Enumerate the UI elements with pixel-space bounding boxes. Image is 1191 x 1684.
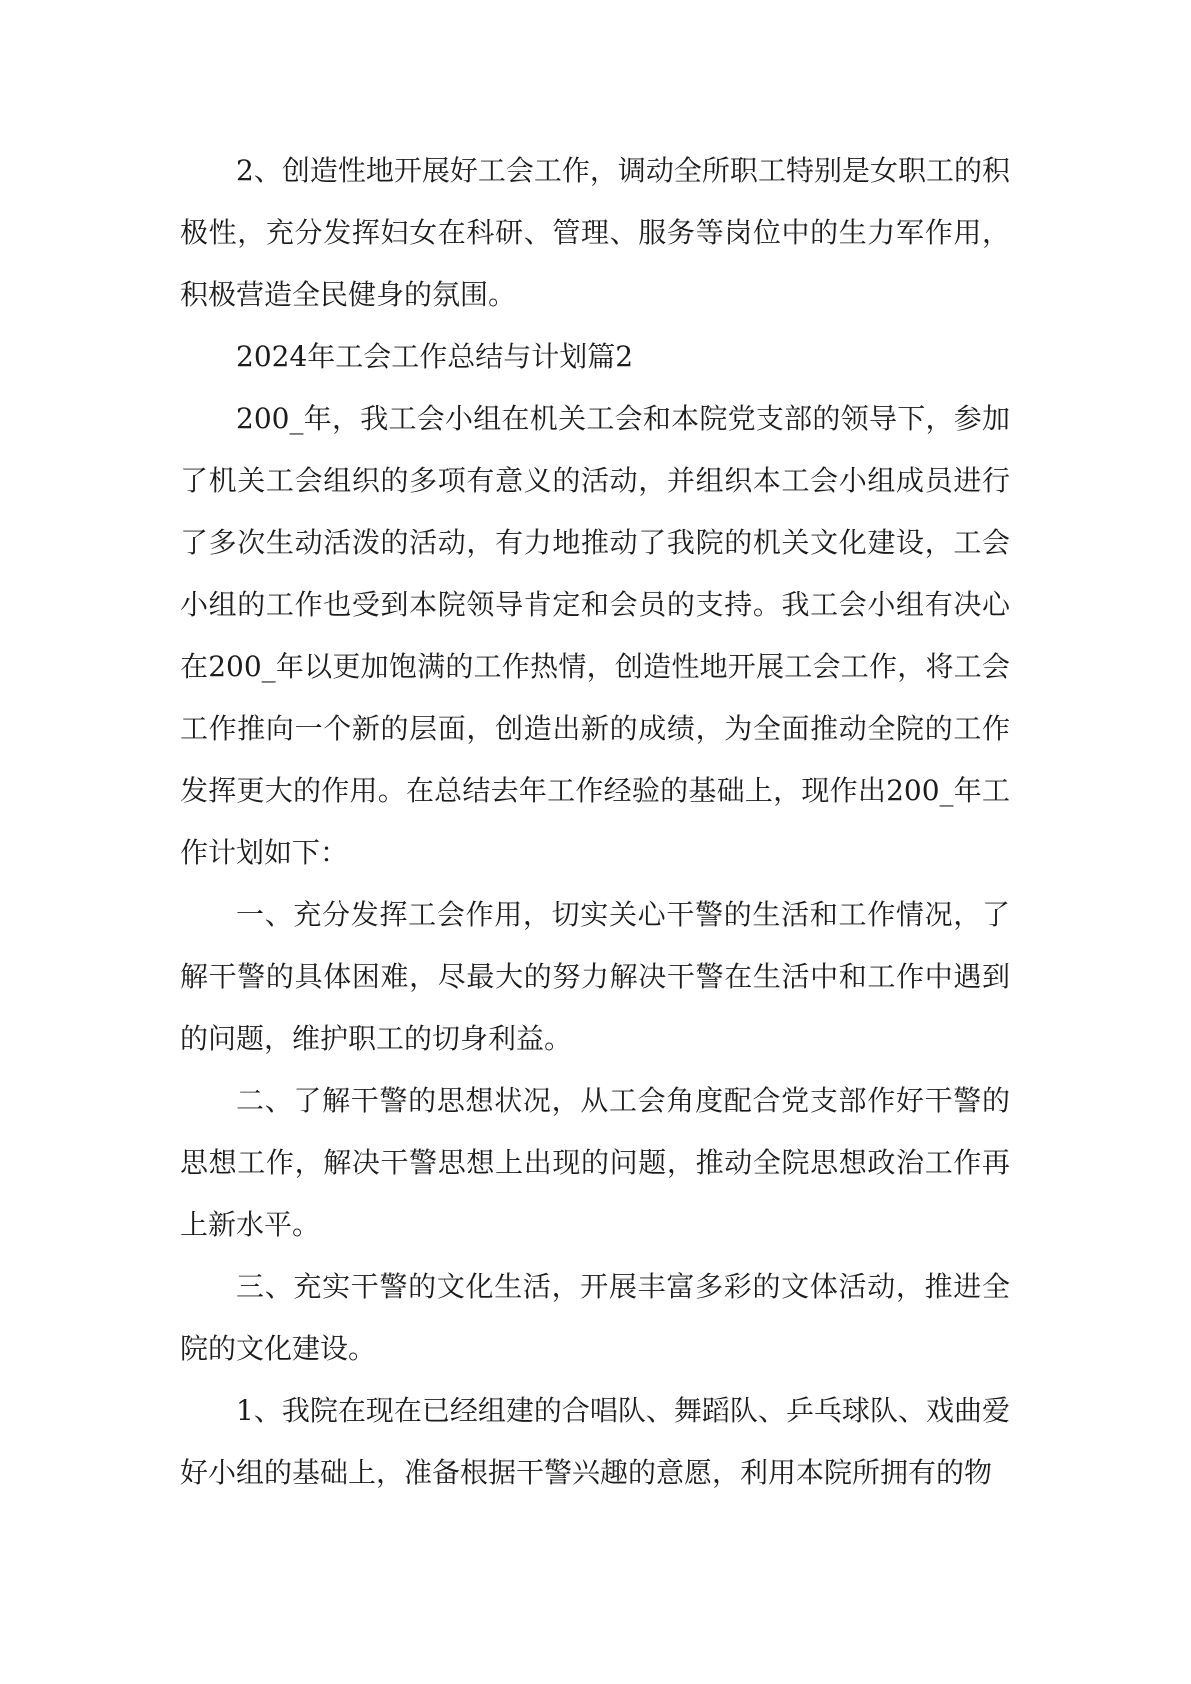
section-heading: 2024年工会工作总结与计划篇2 [236, 340, 634, 373]
paragraph-item-one: 一、充分发挥工会作用，切实关心干警的生活和工作情况，了解干警的具体困难，尽最大的努力解决干警在生活中和工作中遇到的问题，维护职工的切身利益。 [180, 898, 1010, 1055]
paragraph-item-three: 三、充实干警的文化生活，开展丰富多彩的文体活动，推进全院的文化建设。 [180, 1270, 1010, 1365]
paragraph-intro: 200_年，我工会小组在机关工会和本院党支部的领导下，参加了机关工会组织的多项有意义的活动，并组织本工会小组成员进行了多次生动活泼的活动，有力地推动了我院的机关文化建设，工会小组的工作也受到本院领导肯定和会员的支持。我工会小组有决心在200_年以更加饱满的工作热情，创造性地开展工会工作，将工会工作推向一个新的层面，创造出新的成绩，为全面推动全院的工作发挥更大的作用。在总结去年工作经验的基础上，现作出200_年工作计划如下： [180, 402, 1010, 869]
document-page [180, 140, 1010, 1504]
paragraph-subitem-one: 1、我院在现在已经组建的合唱队、舞蹈队、乒乓球队、戏曲爱好小组的基础上，准备根据干警兴趣的意愿，利用本院所拥有的物 [180, 1394, 1010, 1489]
paragraph-women-workers: 2、创造性地开展好工会工作，调动全所职工特别是女职工的积极性，充分发挥妇女在科研、管理、服务等岗位中的生力军作用，积极营造全民健身的氛围。 [180, 154, 1010, 311]
paragraph-item-two: 二、了解干警的思想状况，从工会角度配合党支部作好干警的思想工作，解决干警思想上出现的问题，推动全院思想政治工作再上新水平。 [180, 1084, 1010, 1241]
